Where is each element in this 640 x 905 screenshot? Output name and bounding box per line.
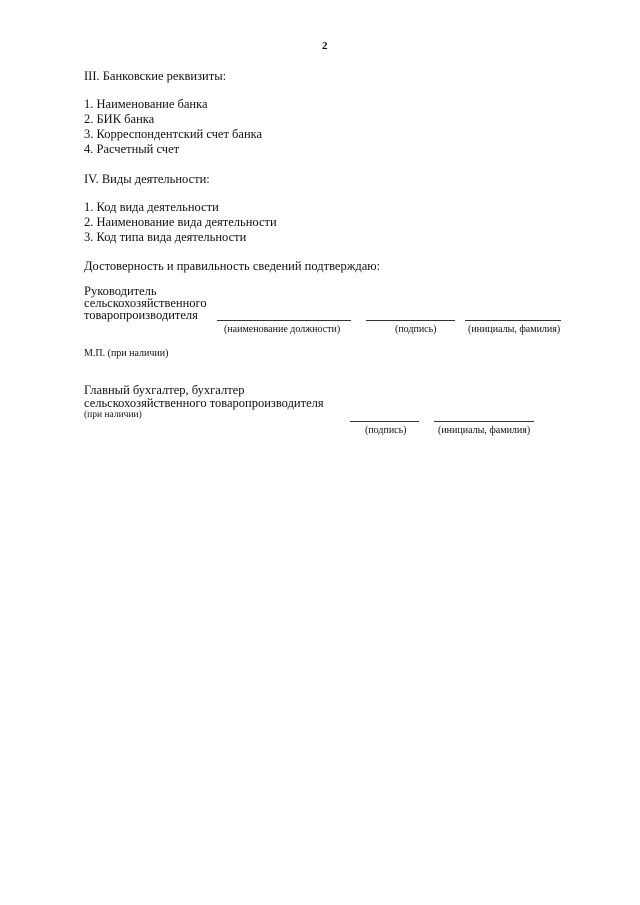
- page-number: 2: [322, 40, 328, 52]
- activity-section-title: IV. Виды деятельности:: [84, 172, 210, 186]
- bank-item: 2. БИК банка: [84, 112, 155, 126]
- activity-item: 3. Код типа вида деятельности: [84, 230, 247, 244]
- accountant-title-line: Главный бухгалтер, бухгалтер: [84, 383, 245, 397]
- bank-item: 1. Наименование банка: [84, 97, 208, 111]
- confirmation-text: Достоверность и правильность сведений подтверждаю:: [84, 259, 381, 273]
- signature-caption: (подпись): [395, 324, 437, 335]
- head-title-line: товаропроизводителя: [84, 308, 198, 322]
- name-caption: (инициалы, фамилия): [468, 324, 561, 335]
- bank-item: 4. Расчетный счет: [84, 142, 180, 156]
- head-title-line: Руководитель: [84, 284, 157, 298]
- position-line: [217, 320, 351, 321]
- accountant-note: (при наличии): [84, 410, 142, 420]
- accountant-signature-line: [350, 421, 419, 422]
- bank-item: 3. Корреспондентский счет банка: [84, 127, 263, 141]
- stamp-note: М.П. (при наличии): [84, 348, 169, 359]
- name-line: [465, 320, 561, 321]
- accountant-name-caption: (инициалы, фамилия): [438, 425, 531, 436]
- activity-item: 2. Наименование вида деятельности: [84, 215, 277, 229]
- accountant-signature-caption: (подпись): [365, 425, 407, 436]
- accountant-name-line: [434, 421, 534, 422]
- bank-section-title: III. Банковские реквизиты:: [84, 69, 227, 83]
- position-caption: (наименование должности): [224, 324, 341, 335]
- activity-item: 1. Код вида деятельности: [84, 200, 219, 214]
- accountant-title-line: сельскохозяйственного товаропроизводителя: [84, 396, 324, 410]
- signature-line: [366, 320, 455, 321]
- head-title-line: сельскохозяйственного: [84, 296, 207, 310]
